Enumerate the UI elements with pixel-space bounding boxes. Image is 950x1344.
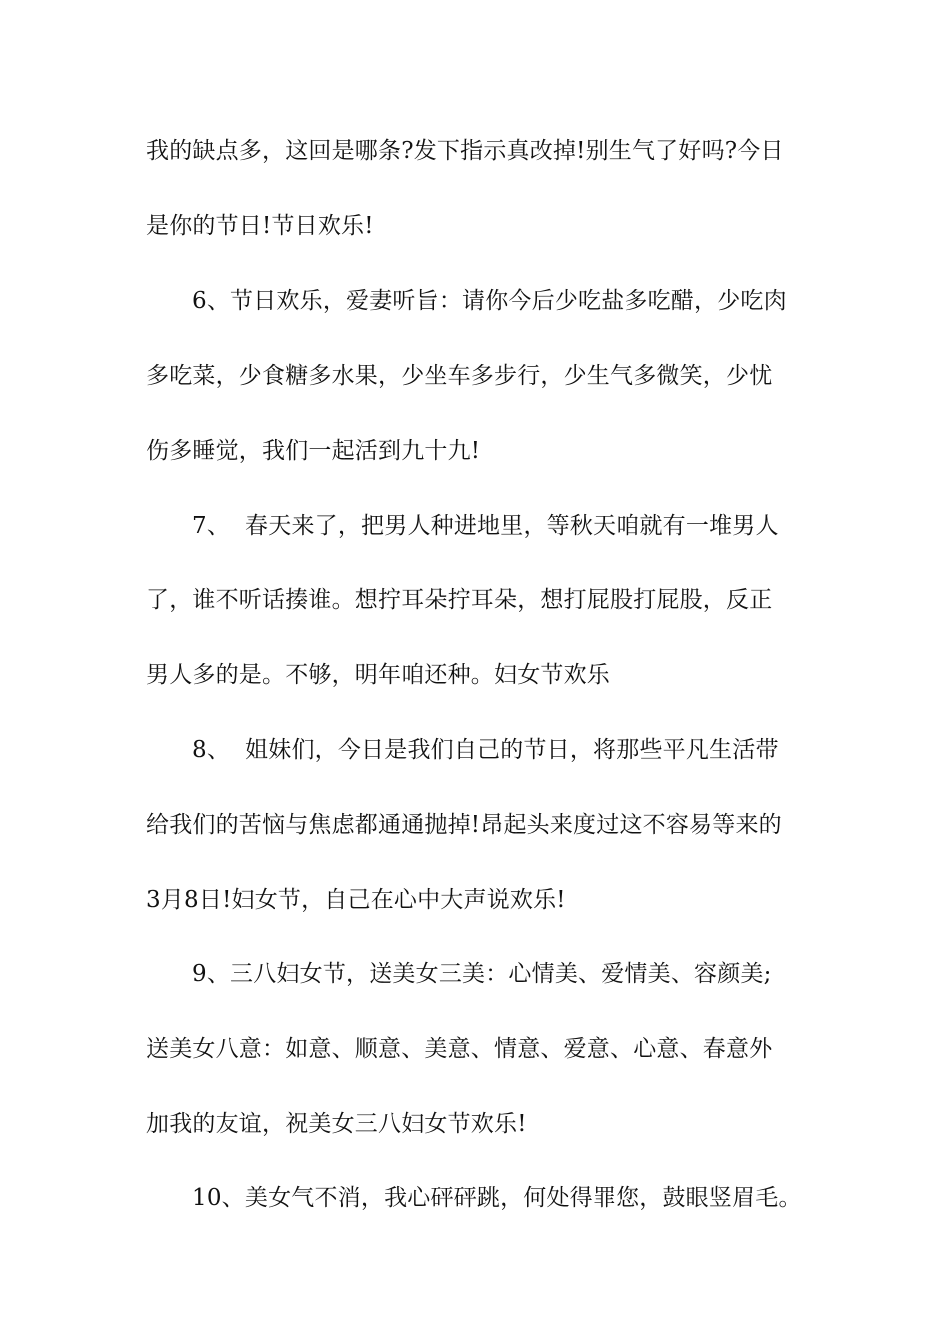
text-line: 3月8日!妇女节，自己在心中大声说欢乐! [146, 887, 566, 913]
paragraph-8-start: 8、 姐妹们，今日是我们自己的节日，将那些平凡生活带 [192, 737, 779, 763]
text-line: 给我们的苦恼与焦虑都通通抛掉!昂起头来度过这不容易等来的 [146, 812, 782, 838]
text-line: 是你的节日!节日欢乐! [146, 213, 374, 239]
text-line: 送美女八意：如意、顺意、美意、情意、爱意、心意、春意外 [146, 1036, 773, 1062]
text-line: 多吃菜，少食糖多水果，少坐车多步行，少生气多微笑，少忧 [146, 363, 773, 389]
text-line: 我的缺点多，这回是哪条?发下指示真改掉!别生气了好吗?今日 [146, 138, 784, 164]
paragraph-10-start: 10、美女气不消，我心砰砰跳，何处得罪您，鼓眼竖眉毛。 [192, 1185, 802, 1211]
paragraph-9-start: 9、三八妇女节，送美女三美：心情美、爱情美、容颜美; [192, 961, 772, 987]
paragraph-6-start: 6、节日欢乐，爱妻听旨：请你今后少吃盐多吃醋，少吃肉 [192, 288, 787, 314]
paragraph-7-start: 7、 春天来了，把男人种进地里，等秋天咱就有一堆男人 [192, 513, 779, 539]
text-line: 加我的友谊，祝美女三八妇女节欢乐! [146, 1111, 527, 1137]
text-line: 伤多睡觉，我们一起活到九十九! [146, 438, 481, 464]
text-line: 男人多的是。不够，明年咱还种。妇女节欢乐 [146, 662, 610, 688]
text-line: 了，谁不听话揍谁。想拧耳朵拧耳朵，想打屁股打屁股，反正 [146, 587, 773, 613]
